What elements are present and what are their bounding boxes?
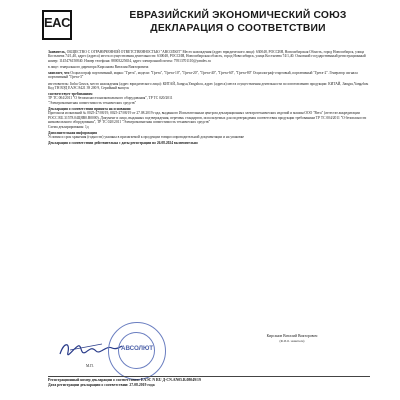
registration-date: 27.08.2019 года xyxy=(129,382,155,387)
validity-date: 26.08.2024 xyxy=(156,141,173,146)
declaration-title: ДЕКЛАРАЦИЯ О СООТВЕТСТВИИ xyxy=(150,23,326,34)
declares-text: Осциллограф портативный, марка: "Грета", модели: "Грета", "Грета-10", "Грета-20", "Грета-40", "Грета-60", "Грета-80" Осциллограф-стартовый, портативный "Грета-2". Генератор сигнала портативный "Грета-3" xyxy=(48,71,358,80)
registration-block xyxy=(48,378,370,388)
divider-line xyxy=(48,376,370,377)
additional-text: Условия и срок хранения (годности) указаны в прилагаемой к продукции товаросопроводительной документации и на упаковке xyxy=(48,135,244,140)
signer-role: (Ф.И.О. заявителя) xyxy=(279,339,305,343)
manufacturer-line: изготовитель: Jinhu Gruwa, место нахождения (адрес юридического лица): КИТАЙ, Jiangsu,Yangzhou, адрес (адреса) места осуществления деятельности по изготовлению продукции: КИТАЙ, Jiangsu,Yangzhou xyxy=(48,81,369,86)
director-line: в лице: генерального директора Кирсанова Виталия Викторовича xyxy=(48,64,149,69)
declares-label: заявляет, что xyxy=(48,71,70,75)
declares-section xyxy=(48,71,370,80)
requirements-line-1: ТР ТС 004/2011 "О безопасности низковольтного оборудования", ТР ТС 020/2011 xyxy=(48,96,173,101)
applicant-label: Заявитель, xyxy=(48,50,66,54)
declaration-body xyxy=(48,50,370,146)
validity-text-before: Декларация о соответствии действительна с даты регистрации по xyxy=(48,141,156,146)
registration-number-label: Регистрационный номер декларации о соответствии: xyxy=(48,378,140,382)
signer-block xyxy=(222,334,362,344)
applicant-section xyxy=(48,50,370,63)
mp-label: М.П. xyxy=(86,364,94,368)
additional-label-text: Дополнительная информация xyxy=(48,130,97,135)
registration-date-label: Дата регистрации декларации о соответствии: xyxy=(48,382,129,387)
registration-date-row xyxy=(48,383,370,388)
basis-text: Протокола испытаний № 0025-27/08/19, 0025-27/08/19 от 27.08.2019 года, выданного Испытательным центром декларационных электротехнических изделий и машин ООО "Вега" (аттестат аккредитации РОСС RU.31578.04ЦЯВ0.В0000). Документ и лицо, выданных подтверждения, перечень стандартов, используемых для подтверждения соответствия продукции требованиям ТР ТС 004/2011 "О безопасности низковольтного оборудования", ТР ТС 020/2011 "Электромагнитная совместимость технических средств" xyxy=(48,111,367,125)
header-titles xyxy=(78,10,398,34)
basis-label-text: Декларация о соответствии принята на основании xyxy=(48,106,131,111)
validity-line xyxy=(48,141,370,145)
eac-logo-text: EAC xyxy=(44,15,70,30)
signer-name: Кирсанов Виталий Викторович xyxy=(266,334,318,338)
stamp-text: АВСОЛЮТ xyxy=(120,345,154,352)
eac-logo xyxy=(42,10,72,40)
union-title: ЕВРАЗИЙСКИЙ ЭКОНОМИЧЕСКИЙ СОЮЗ xyxy=(129,10,347,21)
company-stamp xyxy=(108,322,166,380)
requirements-label-text: соответствует требованиям xyxy=(48,92,93,96)
basis-scheme: Схема декларирования: 1д xyxy=(48,124,89,129)
document-header xyxy=(42,8,392,42)
validity-text-after: включительно xyxy=(173,141,198,146)
product-code-line: Код ТН ВЭД ЕАЭС 8421 39 200 9, Серийный выпуск xyxy=(48,85,129,90)
requirements-line-2: "Электромагнитная совместимость технических средств" xyxy=(48,100,137,105)
applicant-text: ОБЩЕСТВО С ОГРАНИЧЕННОЙ ОТВЕТСТВЕННОСТЬЮ "АВСОЛЮТ" Место нахождения (адрес юридического лица): 630048, РОССИЯ, Новосибирская Область, город Новосибирск, улица Костычева 74/1,40, адрес (адреса) места осуществления деятельности: 630048, РОССИЯ, Новосибирская область, город Новосибирск, улица Костычева 74/1,40. Основной государственный регистрационный номер: 1145476150840. Номер телефона: 88003225654, адрес электронной почты: 79513701110@yandex.ru xyxy=(48,50,366,63)
registration-number: ЕАЭС N RU Д-CN.AN05.В.08049/19 xyxy=(140,378,201,382)
